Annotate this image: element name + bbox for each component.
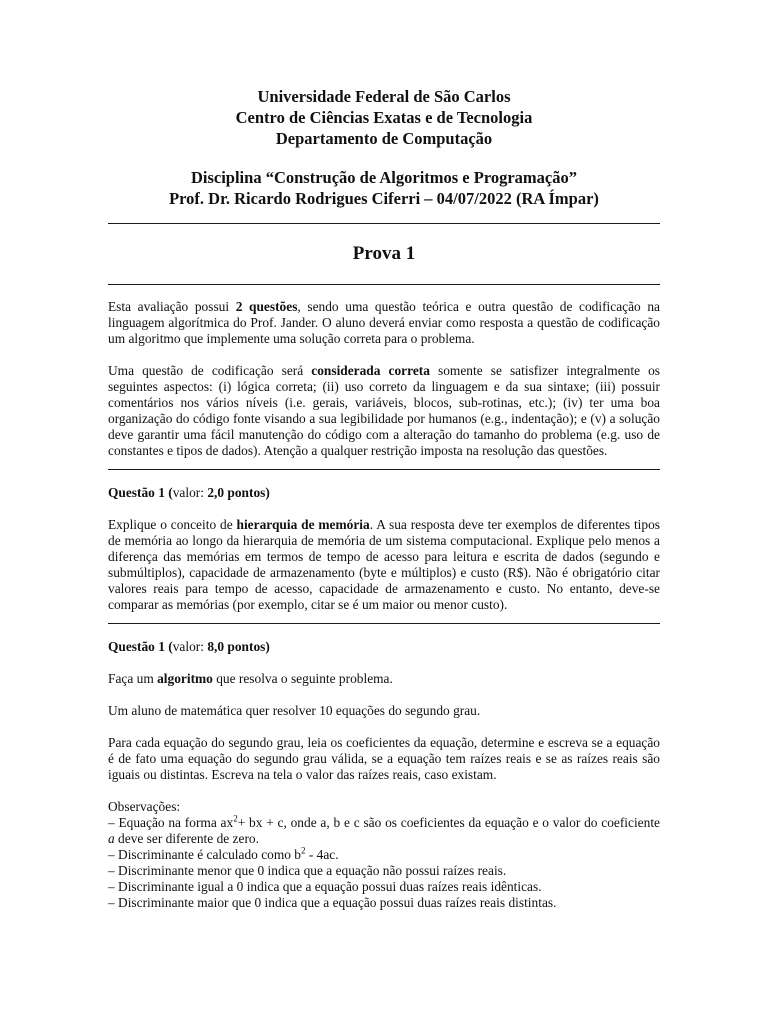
question-1-heading: Questão 1 (valor: 2,0 pontos) bbox=[108, 485, 270, 500]
observation-4: – Discriminante igual a 0 indica que a equação possui duas raízes reais idênticas. bbox=[108, 879, 542, 894]
department-name: Departamento de Computação bbox=[275, 129, 493, 148]
observation-3: – Discriminante menor que 0 indica que a equação não possui raízes reais. bbox=[108, 863, 507, 878]
course-name: Disciplina “Construção de Algoritmos e Programação” bbox=[190, 168, 578, 187]
professor-and-date: Prof. Dr. Ricardo Rodrigues Ciferri – 04/07/2022 (RA Ímpar) bbox=[169, 189, 599, 208]
university-name: Universidade Federal de São Carlos bbox=[257, 87, 511, 106]
observation-2: – Discriminante é calculado como $b^2 - 4ac$. bbox=[108, 845, 339, 862]
intro-paragraph-1: Esta avaliação possui 2 questões, sendo uma questão teórica e outra questão de codificação na linguagem algorítmica do Prof. Jander. O aluno deverá enviar como resposta a questão de codificação um algoritmo que implemente uma solução correta para o problema. bbox=[108, 299, 660, 346]
exam-title: Prova 1 bbox=[352, 243, 416, 264]
question-1-text: Explique o conceito de hierarquia de memória. A sua resposta deve ter exemplos de diferentes tipos de memória ao longo da hierarquia de memória de um sistema computacional. Explique pelo menos a diferença das memórias em termos de tempo de acesso para leitura e escrita de dados (segundo e submúltiplos), capacidade de armazenamento (byte e múltiplos) e custo (R$). Não é obrigatório citar valores reais para tempo de acesso, capacidade de armazenamento e custo. No entanto, deve-se comparar as memórias (por exemplo, citar se é um maior ou menor custo). bbox=[108, 517, 660, 612]
observation-5: – Discriminante maior que 0 indica que a equação possui duas raízes reais distintas. bbox=[108, 895, 557, 910]
document-header bbox=[108, 86, 660, 209]
observations-title: Observações: bbox=[108, 799, 181, 814]
divider-top bbox=[108, 223, 660, 224]
question-2-context: Um aluno de matemática quer resolver 10 equações do segundo grau. bbox=[108, 703, 481, 718]
question-2-instruction: Faça um algoritmo que resolva o seguinte problema. bbox=[108, 671, 393, 686]
question-2-heading: Questão 1 (valor: 8,0 pontos) bbox=[108, 639, 270, 654]
exam-page bbox=[108, 86, 660, 911]
center-name: Centro de Ciências Exatas e de Tecnologia bbox=[235, 108, 533, 127]
observations-list bbox=[108, 799, 660, 911]
question-2-problem: Para cada equação do segundo grau, leia os coeficientes da equação, determine e escreva se a equação é de fato uma equação do segundo grau válida, se a equação tem raízes reais e se as raízes reais são iguais ou distintas. Escreva na tela o valor das raízes reais, caso existam. bbox=[108, 735, 660, 782]
intro-paragraph-2: Uma questão de codificação será considerada correta somente se satisfizer integralmente os seguintes aspectos: (i) lógica correta; (ii) uso correto da linguagem e da sua sintaxe; (iii) possuir comentários nos vários níveis (i.e. gerais, variáveis, blocos, sub-rotinas, etc.); (iv) ter uma boa organização do código fonte visando a sua legibilidade por humanos (e.g., indentação); e (v) a solução deve garantir uma fácil manutenção do código com a alteração do tamanho do problema (e.g. uso de constantes e tipos de dados). Atenção a qualquer restrição imposta na resolução das questões. bbox=[108, 363, 661, 458]
observation-1: – Equação na forma $ax^2+$ bx + c, onde a, b e c são os coeficientes da equação e o valor do coeficiente a deve ser diferente de zero. bbox=[108, 813, 660, 846]
